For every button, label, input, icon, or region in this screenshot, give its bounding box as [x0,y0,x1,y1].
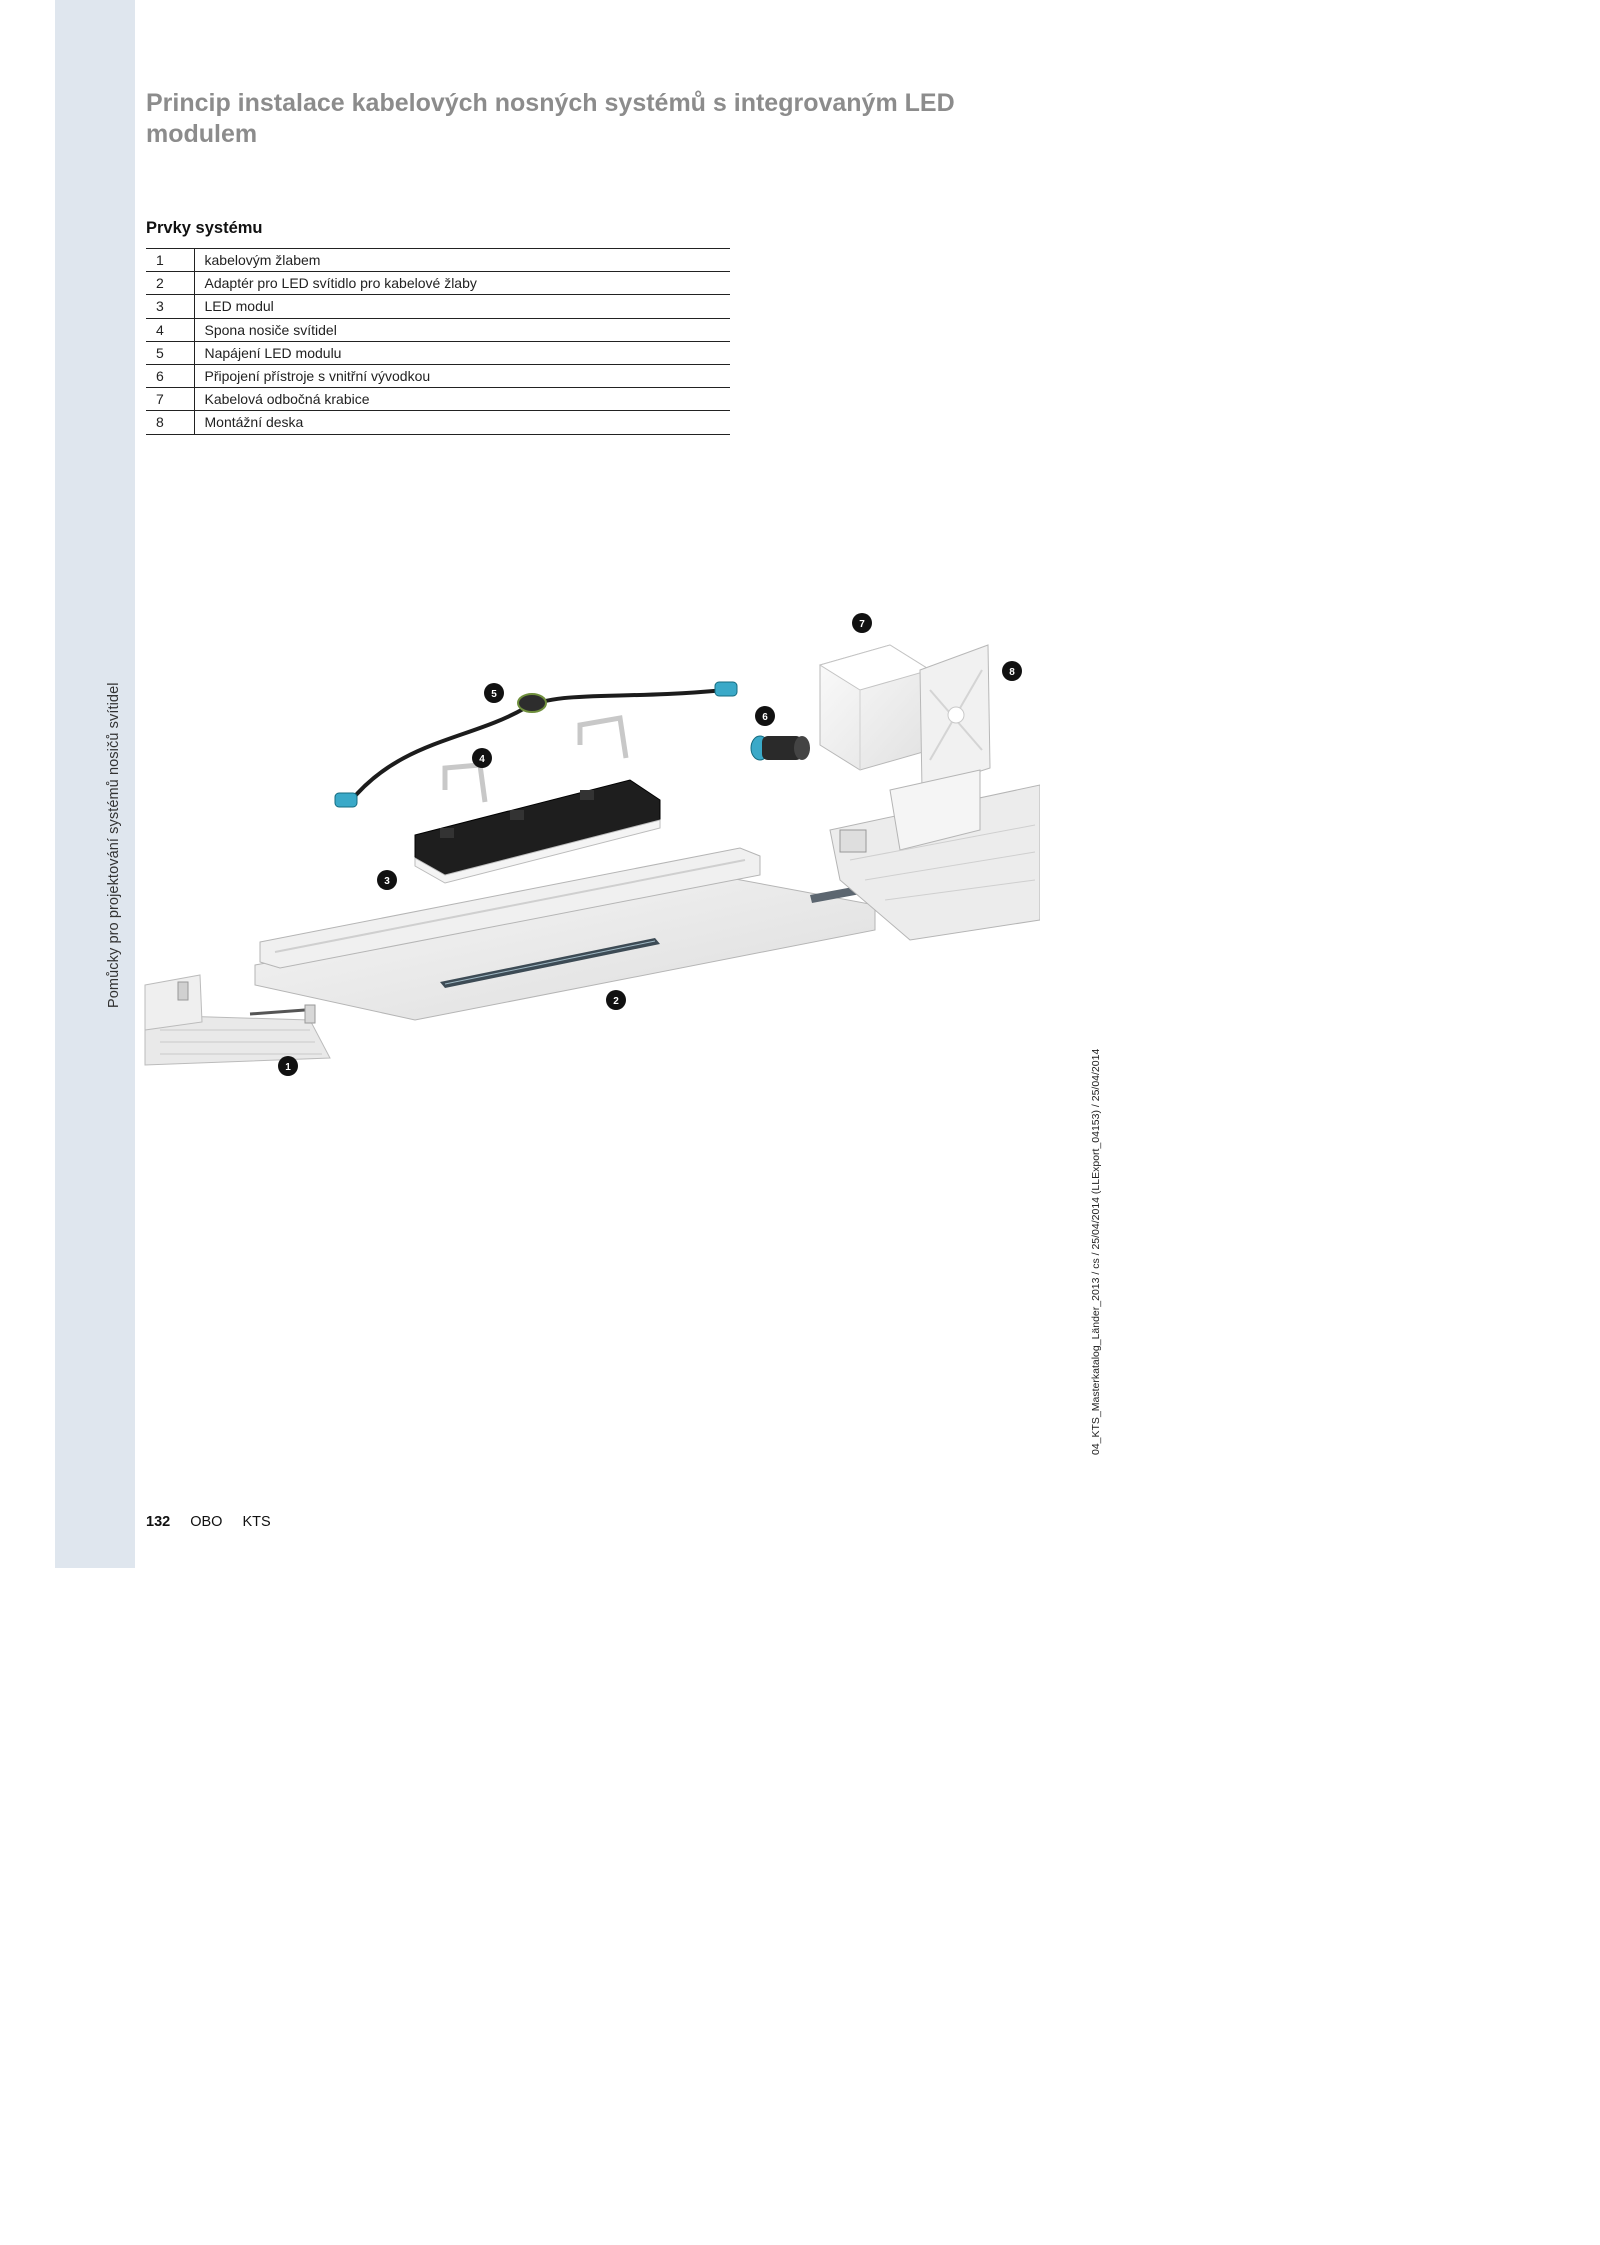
row-label: Napájení LED modulu [194,341,730,364]
row-number: 3 [146,295,194,318]
callout-8 [1002,661,1022,681]
table-row [146,364,730,387]
row-label: Adaptér pro LED svítidlo pro kabelové žlaby [194,272,730,295]
table-row [146,249,730,272]
device-connection-gland [751,736,810,760]
row-label: LED modul [194,295,730,318]
svg-text:1: 1 [285,1062,291,1073]
row-label: Spona nosiče svítidel [194,318,730,341]
brand-name: OBO [190,1514,223,1530]
sidebar-band [55,0,135,1568]
row-label: Montážní deska [194,411,730,434]
system-elements-table [146,248,730,435]
junction-box [820,645,930,770]
table-row [146,295,730,318]
page-footer [146,1514,287,1530]
table-row [146,272,730,295]
page-title: Princip instalace kabelových nosných systémů s integrovaným LED modulem [146,89,955,148]
row-number: 4 [146,318,194,341]
callout-7 [852,613,872,633]
table-row [146,411,730,434]
callout-5 [484,683,504,703]
table-row [146,388,730,411]
row-label: Kabelová odbočná krabice [194,388,730,411]
led-module [415,780,660,883]
row-number: 7 [146,388,194,411]
catalog-section: KTS [242,1514,271,1530]
row-label: kabelovým žlabem [194,249,730,272]
callout-6 [755,706,775,726]
mounting-plate [920,645,990,790]
callout-1 [278,1056,298,1076]
svg-text:5: 5 [491,689,497,700]
row-number: 6 [146,364,194,387]
row-number: 2 [146,272,194,295]
callout-4 [472,748,492,768]
document-id: 04_KTS_Masterkatalog_Länder_2013 / cs / 25/04/2014 (LLExport_04153) / 25/04/2014 [1090,1048,1102,1455]
callout-2 [606,990,626,1010]
svg-text:8: 8 [1009,667,1015,678]
svg-text:3: 3 [384,876,390,887]
exploded-assembly-illustration [140,590,1040,1090]
table-row [146,341,730,364]
elements-section-title: Prvky systému [146,219,263,237]
row-number: 8 [146,411,194,434]
row-label: Připojení přístroje s vnitřní vývodkou [194,364,730,387]
sidebar-section-label: Pomůcky pro projektování systémů nosičů svítidel [106,682,122,1008]
svg-text:4: 4 [479,754,485,765]
page-number: 132 [146,1514,171,1530]
led-adapter-tray [255,848,882,1020]
row-number: 5 [146,341,194,364]
callout-3 [377,870,397,890]
svg-text:2: 2 [613,996,619,1007]
svg-text:7: 7 [859,619,865,630]
svg-text:6: 6 [762,712,768,723]
table-row [146,318,730,341]
row-number: 1 [146,249,194,272]
led-power-cable [335,682,737,807]
